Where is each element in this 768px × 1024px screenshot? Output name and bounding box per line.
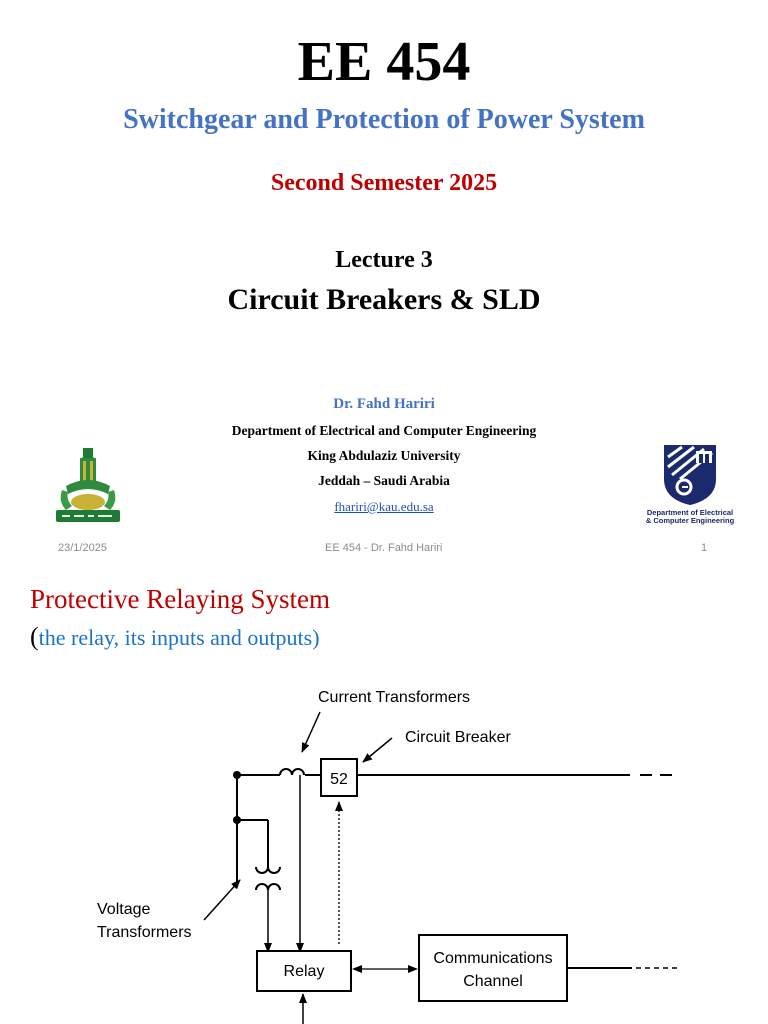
bus-bar (233, 771, 241, 884)
lecture-number: Lecture 3 (335, 247, 433, 273)
subtitle-text: the relay, its inputs and outputs) (38, 625, 320, 650)
semester: Second Semester 2025 (270, 170, 498, 196)
relay-block (257, 951, 351, 991)
course-code: EE 454 (297, 31, 471, 93)
voltage-label-line-2: Transformers (97, 924, 192, 941)
current-transformers-label: Current Transformers (318, 689, 471, 706)
communications-channel-block (419, 935, 567, 1001)
course-title: Switchgear and Protection of Power System (123, 104, 645, 135)
voltage-label-line-1: Voltage (97, 901, 151, 918)
relay-communications-link (352, 965, 418, 973)
protective-relaying-slide (0, 562, 768, 1024)
department-caption-line-2: & Computer Engineering (645, 516, 735, 525)
circuit-breaker-label: Circuit Breaker (405, 729, 511, 746)
kau-logo-icon (52, 446, 124, 526)
department-caption-line-1: Department of Electrical (646, 508, 734, 517)
location: Jeddah – Saudi Arabia (318, 473, 450, 488)
breaker-number: 52 (330, 771, 348, 788)
current-transformer-icon (280, 769, 304, 952)
circuit-breaker-52 (321, 759, 357, 796)
department-name: Department of Electrical and Computer Engineering (231, 423, 537, 438)
email-link[interactable]: fhariri@kau.edu.sa (334, 499, 434, 514)
voltage-transformer-icon (237, 820, 280, 952)
comm-label-line-2: Channel (463, 973, 523, 990)
footer-course: EE 454 - Dr. Fahd Hariri (325, 542, 443, 554)
relay-label: Relay (283, 963, 325, 980)
slide-subtitle (30, 622, 320, 652)
university-name: King Abdulaziz University (307, 448, 461, 463)
author-name: Dr. Fahd Hariri (333, 396, 435, 412)
footer-page-number: 1 (701, 542, 708, 554)
lecture-topic: Circuit Breakers & SLD (227, 283, 541, 316)
slide-title: Protective Relaying System (30, 584, 330, 614)
subtitle-open-paren: ( (30, 622, 39, 651)
footer-date: 23/1/2025 (58, 542, 107, 554)
department-shield-logo-icon (636, 443, 744, 533)
comm-label-line-1: Communications (433, 950, 553, 967)
